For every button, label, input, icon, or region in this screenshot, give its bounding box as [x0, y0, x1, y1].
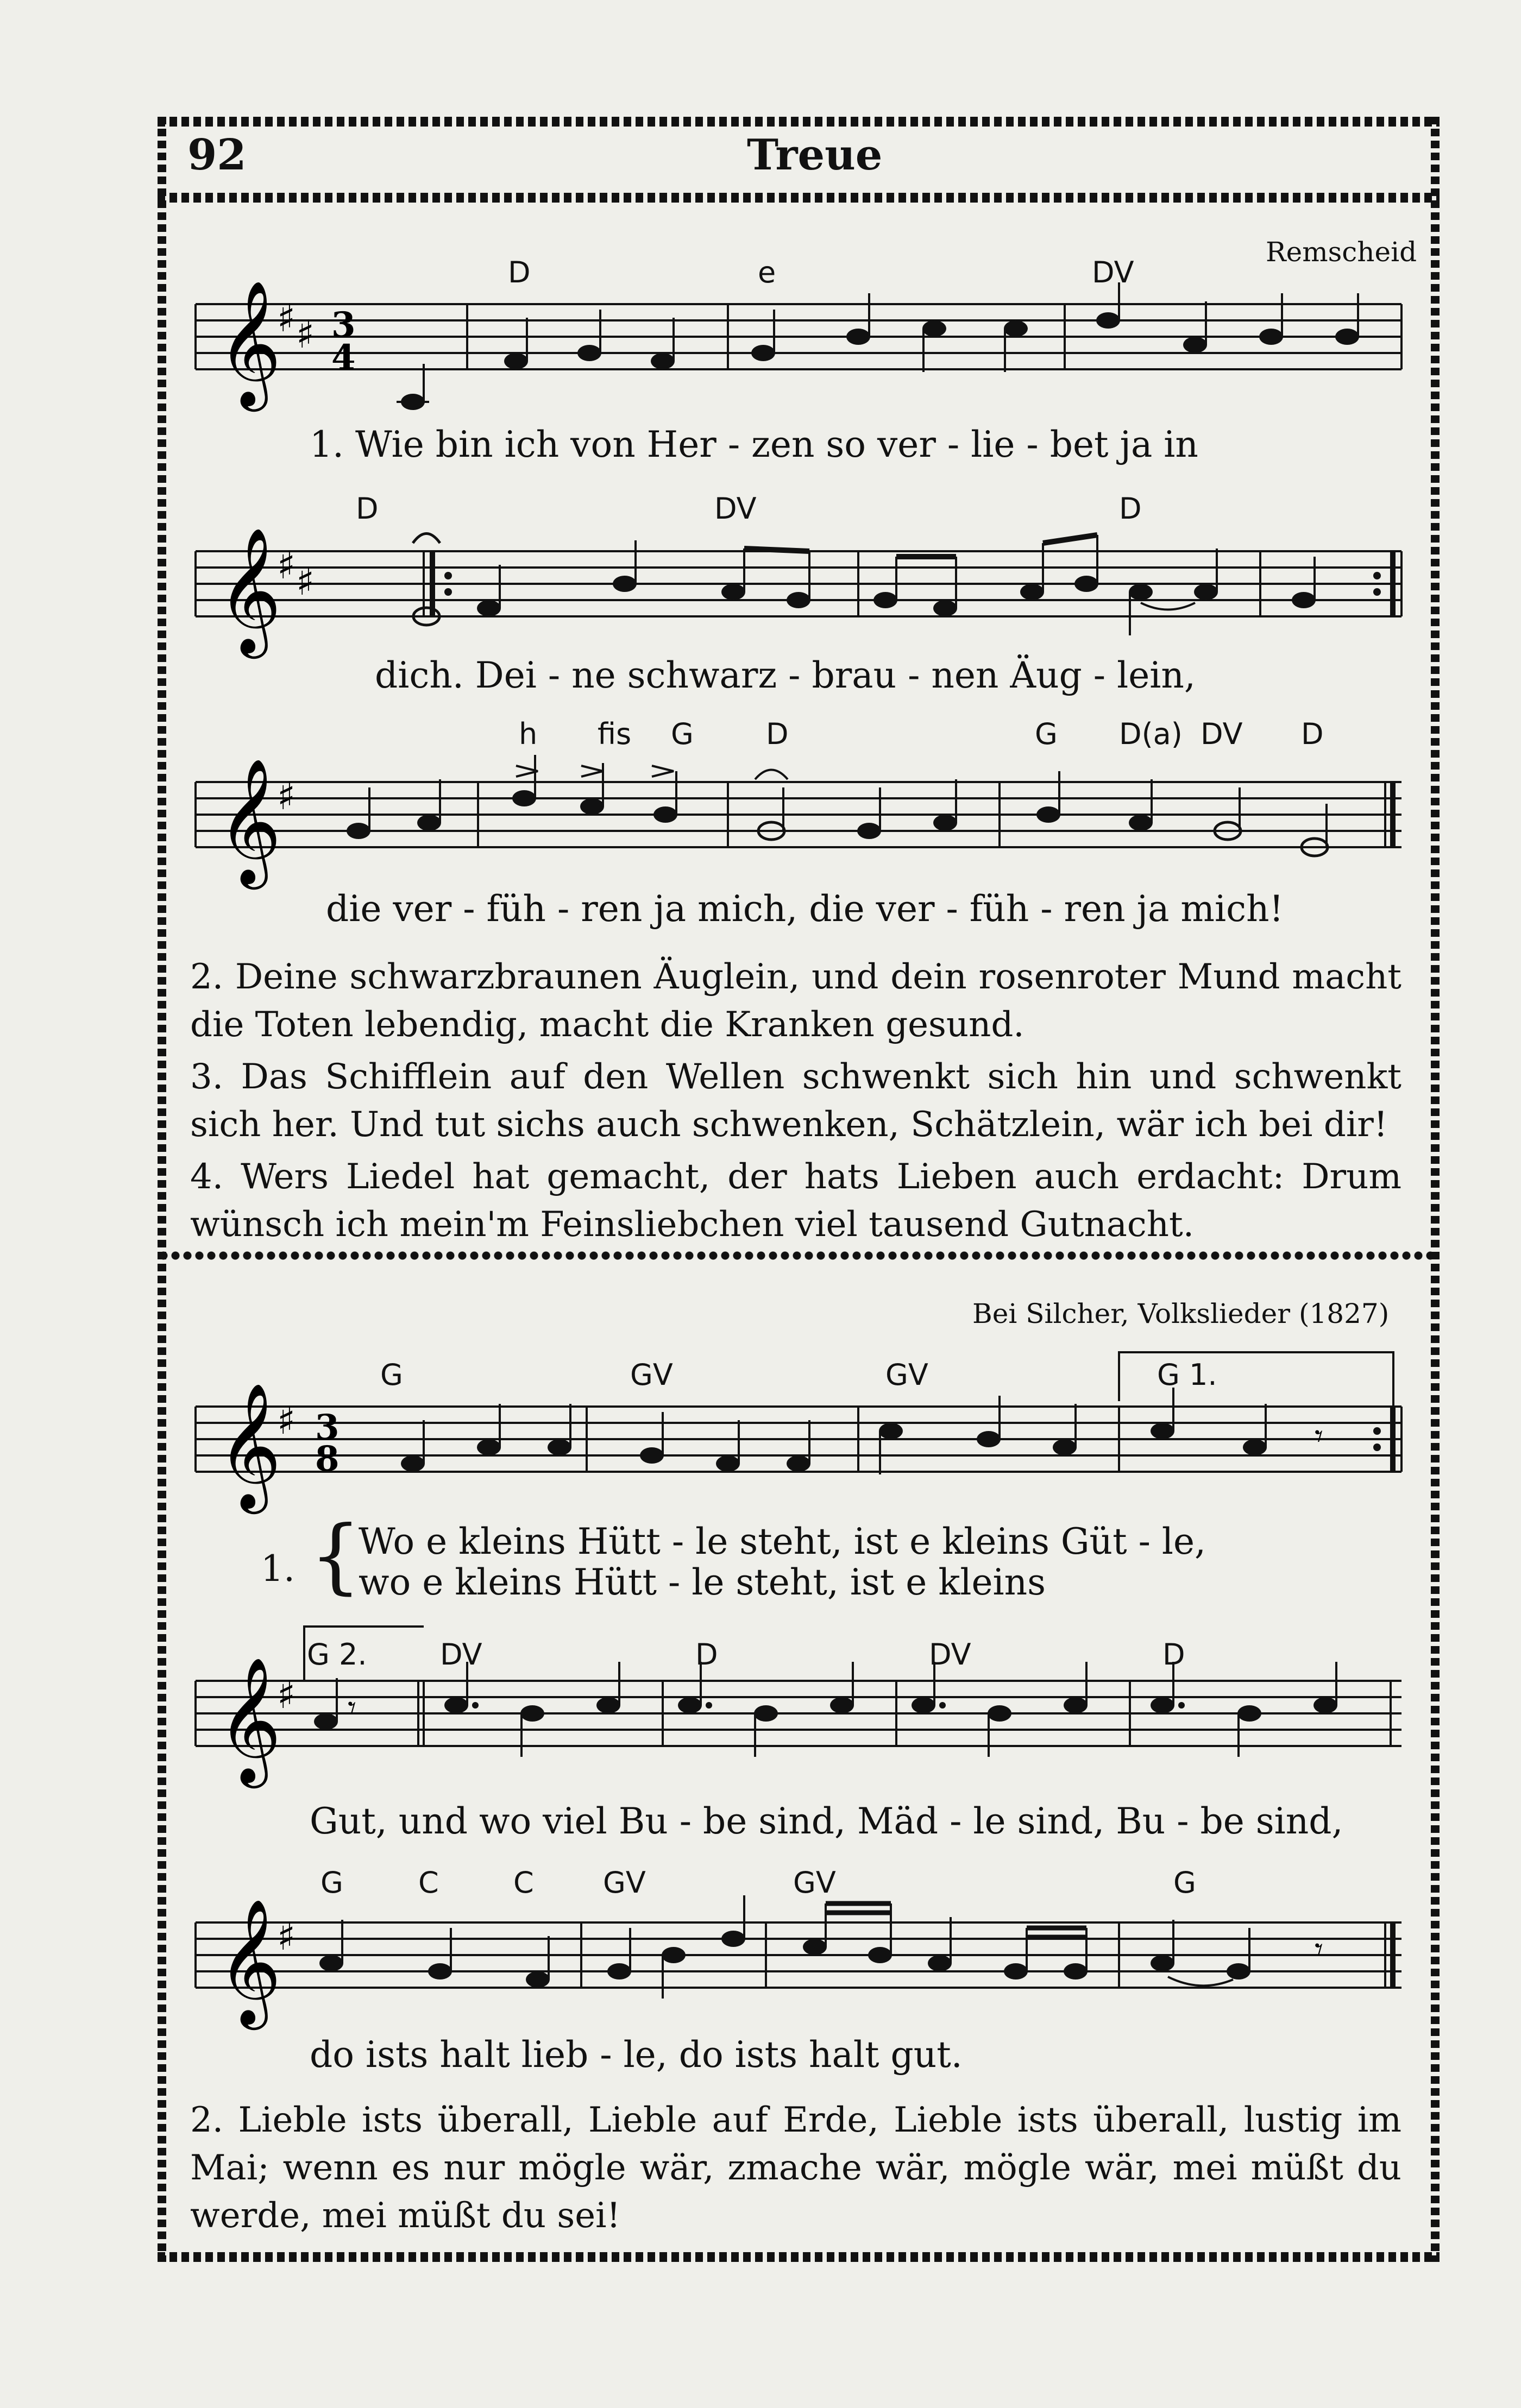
right-border — [1431, 117, 1440, 2262]
song2-origin: Bei Silcher, Volkslieder (1827) — [972, 1298, 1390, 1329]
svg-text:𝄞: 𝄞 — [217, 1382, 282, 1509]
svg-text:♯: ♯ — [277, 1673, 296, 1717]
chord: C — [513, 1865, 534, 1900]
svg-text:𝄾: 𝄾 — [348, 1689, 356, 1727]
lyrics-song2-line1a: Wo e kleins Hütt - le steht, ist e kleins Güt - le, — [359, 1521, 1206, 1562]
svg-text:𝄞: 𝄞 — [217, 1898, 282, 2025]
chord: D — [695, 1637, 718, 1672]
lyrics-song1-line1: 1. Wie bin ich von Her - zen so ver - lie - bet ja in — [310, 424, 1198, 465]
svg-text:4: 4 — [331, 337, 356, 378]
chord: G — [380, 1358, 403, 1392]
svg-text:♯: ♯ — [296, 559, 315, 604]
staff-song2-3 — [185, 1890, 1412, 2042]
svg-text:𝄞: 𝄞 — [217, 758, 282, 884]
svg-text:𝄞: 𝄞 — [217, 1656, 282, 1783]
chord: D — [508, 255, 531, 289]
song1-origin: Remscheid — [1266, 236, 1417, 268]
chord: D — [1119, 491, 1142, 526]
staff-song1-2 — [185, 519, 1412, 660]
chord: DV — [714, 491, 757, 526]
chord: GV — [630, 1358, 673, 1392]
lyrics-song2-line2: Gut, und wo viel Bu - be sind, Mäd - le sind, Bu - be sind, — [310, 1800, 1343, 1842]
chord: G — [320, 1865, 343, 1900]
song2-verses — [190, 2096, 1401, 2244]
song1-verses — [190, 953, 1401, 1253]
svg-text:3: 3 — [331, 305, 356, 345]
chord: D — [1301, 717, 1324, 751]
lyrics-song1-line2: dich. Dei - ne schwarz - brau - nen Äug - lein, — [375, 654, 1196, 696]
svg-text:♯: ♯ — [277, 774, 296, 818]
chord: G 2. — [307, 1637, 367, 1672]
chord: D — [356, 491, 379, 526]
verse: 4. Wers Liedel hat gemacht, der hats Lieben auch erdacht: Drum wünsch ich mein'm Feinsliebchen viel tausend Gutnacht. — [190, 1157, 1401, 1245]
header-divider — [158, 193, 1440, 203]
svg-text:3: 3 — [315, 1407, 340, 1448]
svg-text:♯: ♯ — [277, 1398, 296, 1443]
staff-song2-1 — [185, 1331, 1412, 1515]
svg-text:8: 8 — [315, 1439, 340, 1479]
chord: DV — [1201, 717, 1243, 751]
chord: GV — [603, 1865, 646, 1900]
chord: D — [1162, 1637, 1185, 1672]
svg-text:𝄞: 𝄞 — [217, 282, 282, 406]
svg-text:𝄾: 𝄾 — [1315, 1931, 1323, 1969]
verse-brace: { — [310, 1509, 362, 1603]
svg-text:𝄞: 𝄞 — [217, 527, 282, 653]
verse-number: 1. — [261, 1548, 295, 1590]
chord: GV — [885, 1358, 928, 1392]
svg-text:♯: ♯ — [277, 296, 296, 341]
chord: DV — [1092, 255, 1134, 289]
svg-text:♯: ♯ — [277, 543, 296, 588]
chord: G — [1035, 717, 1058, 751]
chord: h — [519, 717, 538, 751]
staff-song1-3 — [185, 749, 1412, 891]
chord: DV — [440, 1637, 482, 1672]
page-title: Treue — [747, 130, 883, 180]
chord: GV — [793, 1865, 836, 1900]
chord: G — [1173, 1865, 1196, 1900]
top-border — [158, 117, 1440, 127]
page-number: 92 — [187, 130, 247, 180]
verse: 3. Das Schifflein auf den Wellen schwenkt sich hin und schwenkt sich her. Und tut sichs auch schwenken, Schätzlein, wär ich bei dir! — [190, 1057, 1401, 1145]
verse: 2. Lieble ists überall, Lieble auf Erde, Lieble ists überall, lustig im Mai; wenn es nur mögle wär, zmache wär, mögle wär, mei müßt du werde, mei müßt du sei! — [190, 2100, 1401, 2236]
svg-text:♯: ♯ — [277, 1914, 296, 1959]
lyrics-song1-line3: die ver - füh - ren ja mich, die ver - füh - ren ja mich! — [326, 888, 1284, 930]
chord: D — [766, 717, 789, 751]
staff-song2-2 — [185, 1616, 1412, 1789]
left-border — [158, 117, 166, 2262]
lyrics-song2-line1b: wo e kleins Hütt - le steht, ist e kleins — [359, 1561, 1046, 1603]
lyrics-song2-line3: do ists halt lieb - le, do ists halt gut. — [310, 2034, 963, 2076]
chord: e — [758, 255, 776, 289]
svg-text:𝄾: 𝄾 — [1315, 1417, 1323, 1455]
chord: G — [671, 717, 694, 751]
svg-text:♯: ♯ — [296, 312, 315, 357]
chord: DV — [929, 1637, 971, 1672]
bottom-border — [158, 2252, 1440, 2262]
chord: fis — [598, 717, 632, 751]
chord: D(a) — [1119, 717, 1183, 751]
chord: C — [418, 1865, 439, 1900]
verse: 2. Deine schwarzbraunen Äuglein, und dein rosenroter Mund macht die Toten lebendig, macht die Kranken gesund. — [190, 957, 1401, 1045]
staff-song1-1 — [185, 282, 1412, 424]
chord: G 1. — [1157, 1358, 1217, 1392]
